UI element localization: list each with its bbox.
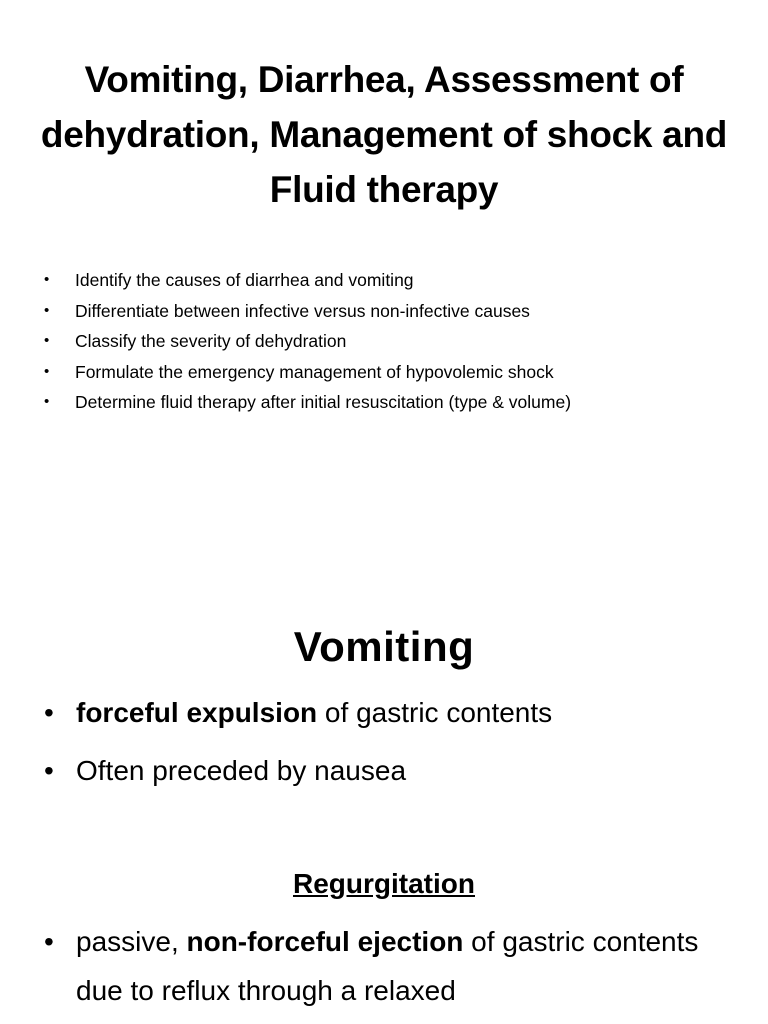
point-text: passive,	[76, 926, 187, 957]
list-item	[44, 746, 744, 795]
bold-term: non-forceful ejection	[186, 926, 464, 957]
point-text: Often preceded by nausea	[76, 755, 407, 786]
section-heading-vomiting: Vomiting	[293, 623, 475, 670]
list-item	[44, 326, 744, 357]
vomiting-points-list	[44, 688, 744, 795]
objective-text: Formulate the emergency management of hypovolemic shock	[75, 361, 554, 382]
list-item	[44, 296, 744, 327]
point-text: of gastric contents	[317, 697, 553, 728]
objectives-list	[44, 265, 744, 418]
subheading-regurgitation: Regurgitation	[293, 868, 475, 899]
page-title: Vomiting, Diarrhea, Assessment of dehydration, Management of shock and Fluid therapy	[40, 59, 728, 210]
bullet: •	[44, 393, 50, 410]
list-item	[44, 688, 744, 737]
bullet: •	[44, 362, 50, 380]
list-item	[44, 357, 744, 388]
objective-text: Identify the causes of diarrhea and vomiting	[75, 270, 414, 290]
objective-text: Determine fluid therapy after initial resuscitation (type & volume)	[75, 392, 572, 412]
objective-text: Differentiate between infective versus non-infective causes	[75, 300, 530, 321]
objective-text: Classify the severity of dehydration	[75, 331, 347, 351]
bullet: •	[44, 271, 50, 288]
list-item	[44, 387, 744, 418]
regurgitation-points-list	[44, 917, 744, 1015]
bullet: •	[44, 697, 54, 728]
bullet: •	[44, 926, 54, 957]
point-text: of gastric contents due to reflux through a relaxed	[76, 926, 699, 1006]
bullet: •	[44, 332, 50, 349]
list-item	[44, 917, 744, 1015]
bullet: •	[44, 301, 50, 319]
list-item	[44, 265, 744, 296]
bullet: •	[44, 755, 54, 786]
bold-term: forceful expulsion	[76, 697, 318, 728]
